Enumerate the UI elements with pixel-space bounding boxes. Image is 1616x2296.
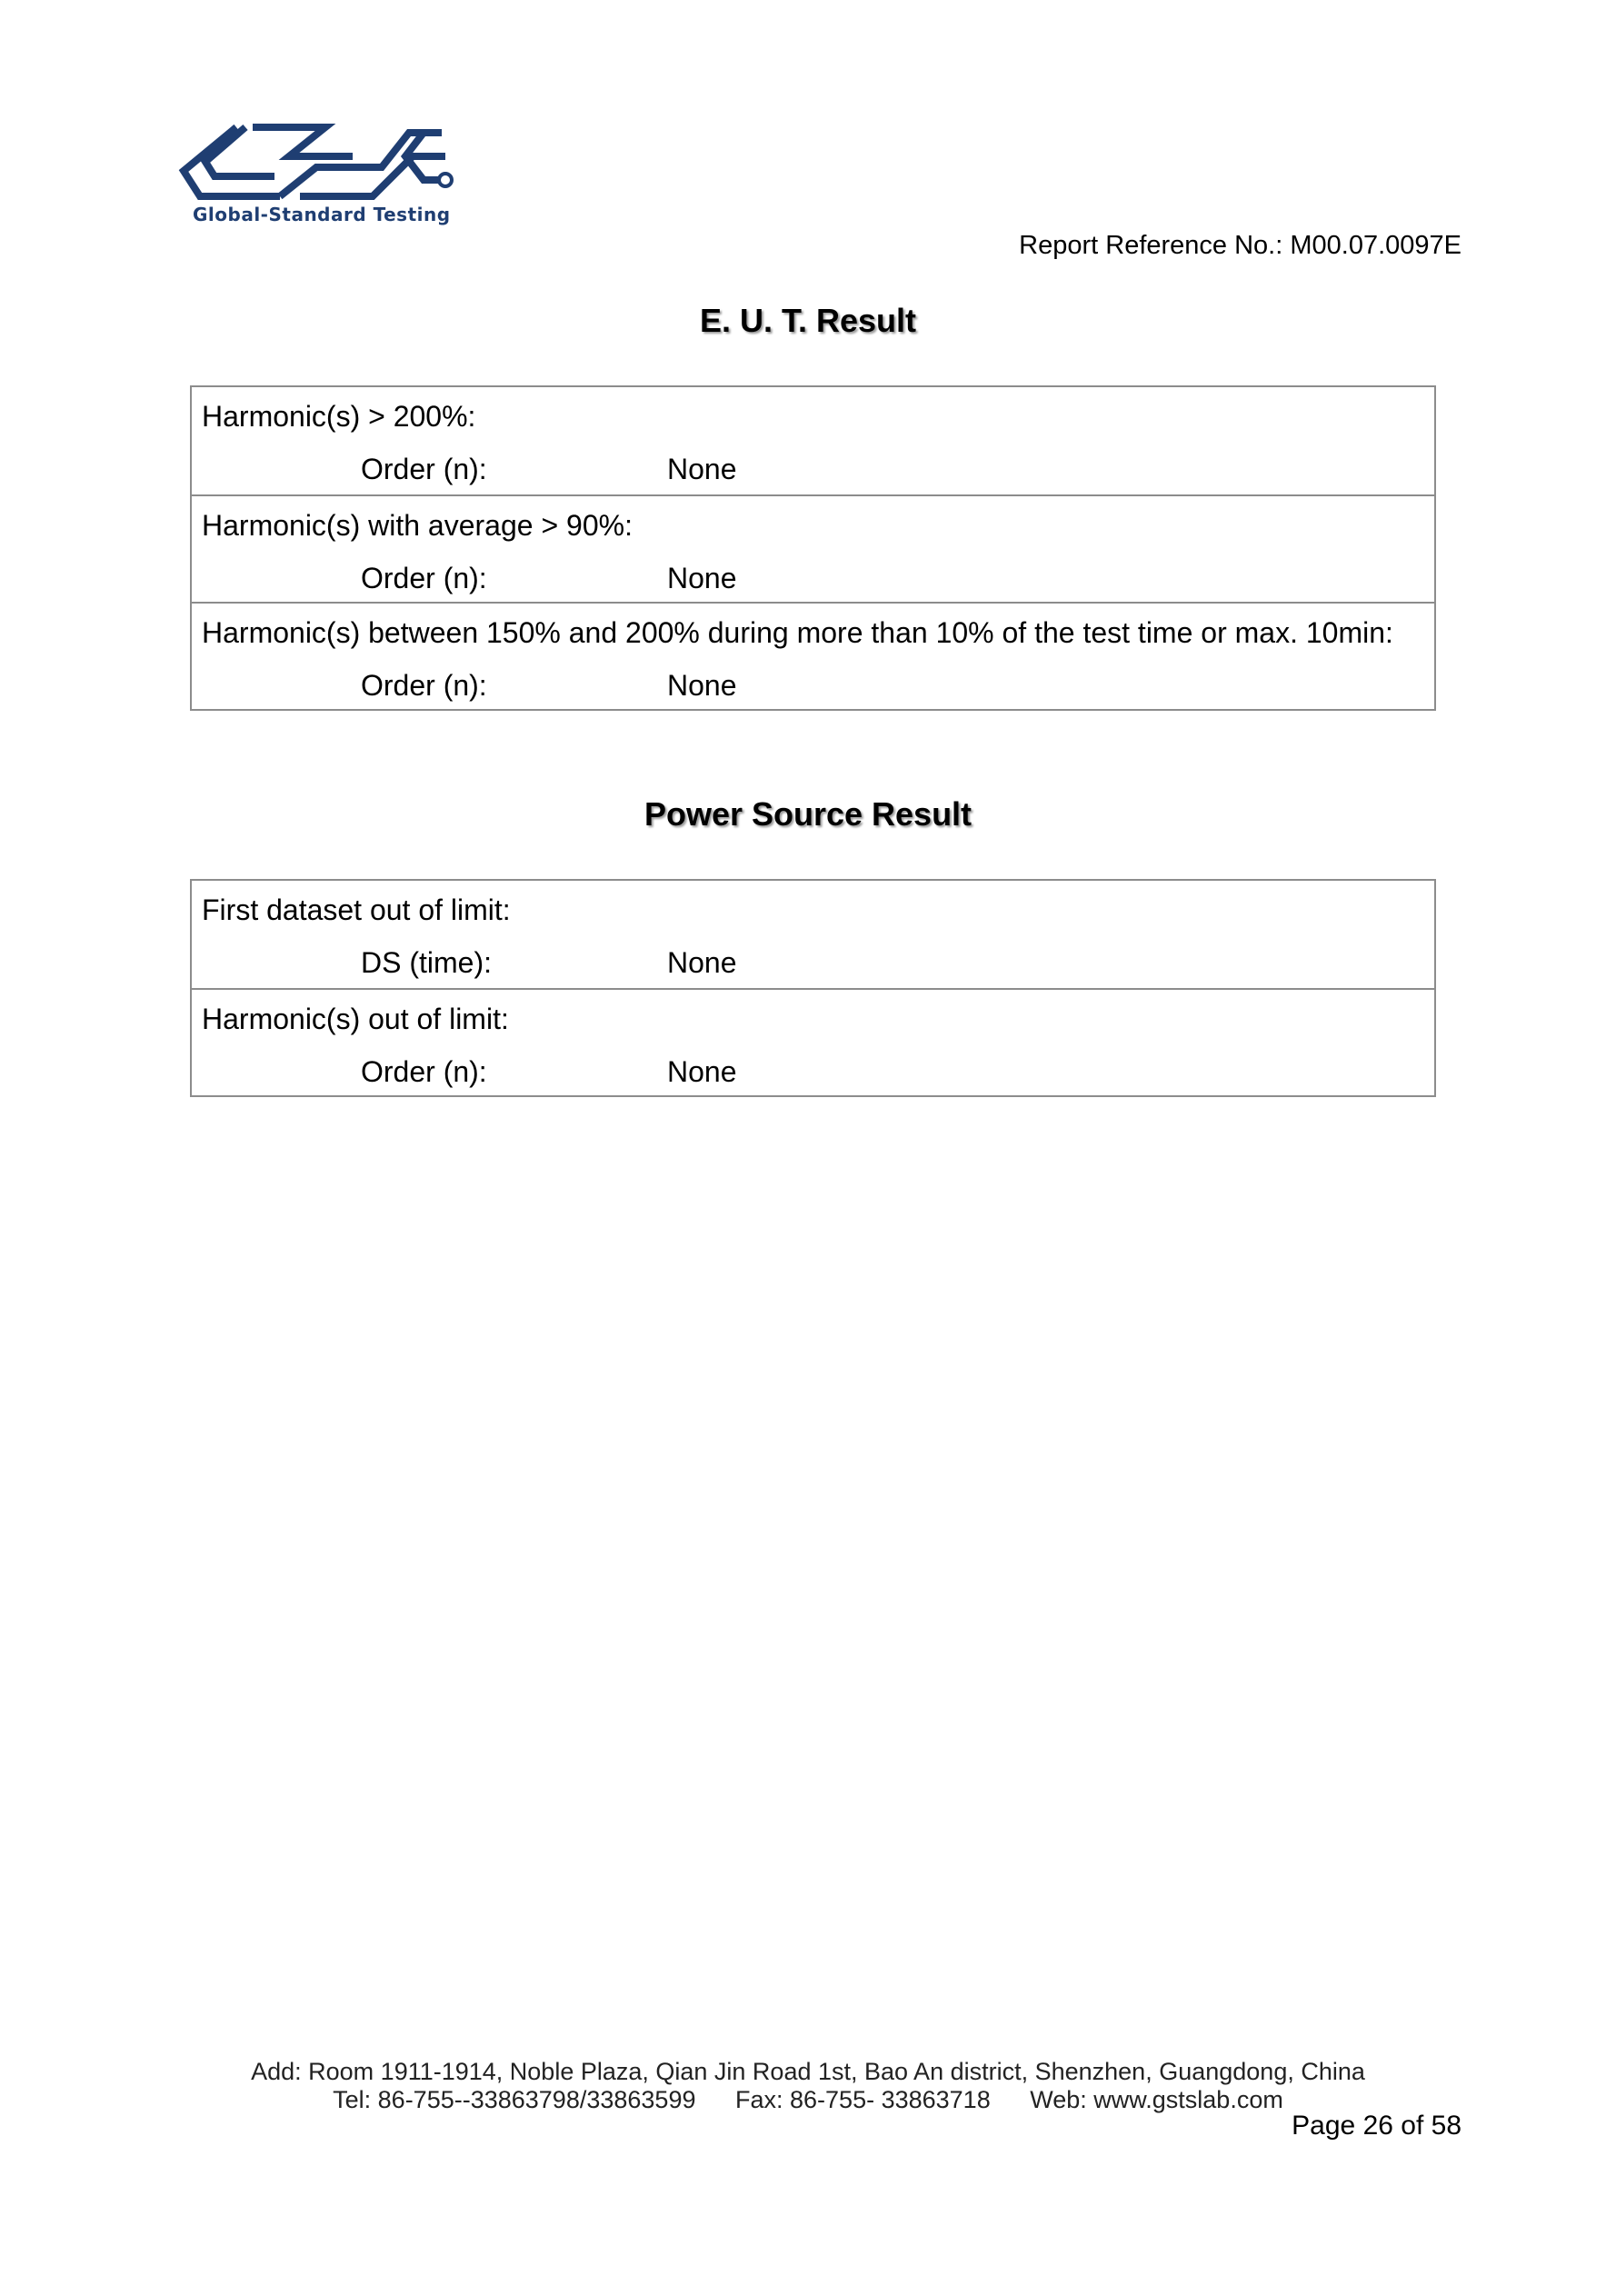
power-source-result-table — [190, 879, 1436, 1097]
eut-row-harmonics-150-200 — [192, 602, 1434, 709]
row-value: None — [667, 669, 737, 702]
power-row-first-dataset — [192, 881, 1434, 988]
row-heading: Harmonic(s) out of limit: — [202, 1003, 509, 1035]
row-label: Order (n): — [361, 1055, 487, 1088]
eut-result-table — [190, 385, 1436, 711]
row-heading: First dataset out of limit: — [202, 893, 511, 926]
power-source-result-title: Power Source Result — [643, 795, 973, 833]
row-label: Order (n): — [361, 669, 487, 702]
eut-row-harmonics-average-over-90 — [192, 494, 1434, 602]
row-heading: Harmonic(s) > 200%: — [202, 400, 476, 433]
row-value: None — [667, 1055, 737, 1088]
row-label: DS (time): — [361, 946, 492, 979]
eut-result-title: E. U. T. Result — [699, 302, 917, 339]
row-heading: Harmonic(s) with average > 90%: — [202, 509, 633, 542]
row-label: Order (n): — [361, 453, 487, 485]
footer-address: Add: Room 1911-1914, Noble Plaza, Qian Jin Road 1st, Bao An district, Shenzhen, Guangdong, China — [251, 2058, 1365, 2085]
row-value: None — [667, 562, 737, 594]
eut-row-harmonics-over-200 — [192, 387, 1434, 494]
power-row-harmonics-out-of-limit — [192, 988, 1434, 1095]
footer-tel: Tel: 86-755--33863798/33863599 — [333, 2086, 696, 2113]
row-label: Order (n): — [361, 562, 487, 594]
footer-web[interactable]: Web: www.gstslab.com — [1030, 2086, 1283, 2113]
footer-fax: Fax: 86-755- 33863718 — [735, 2086, 991, 2113]
logo-text: Global-Standard Testing — [193, 204, 451, 225]
row-heading: Harmonic(s) between 150% and 200% during more than 10% of the test time or max. 10min: — [202, 616, 1393, 649]
row-value: None — [667, 453, 737, 485]
page-number: Page 26 of 58 — [1292, 2111, 1461, 2141]
row-value: None — [667, 946, 737, 979]
company-logo — [173, 120, 464, 231]
report-reference: Report Reference No.: M00.07.0097E — [1019, 231, 1461, 260]
gst-logo-icon — [173, 120, 464, 206]
